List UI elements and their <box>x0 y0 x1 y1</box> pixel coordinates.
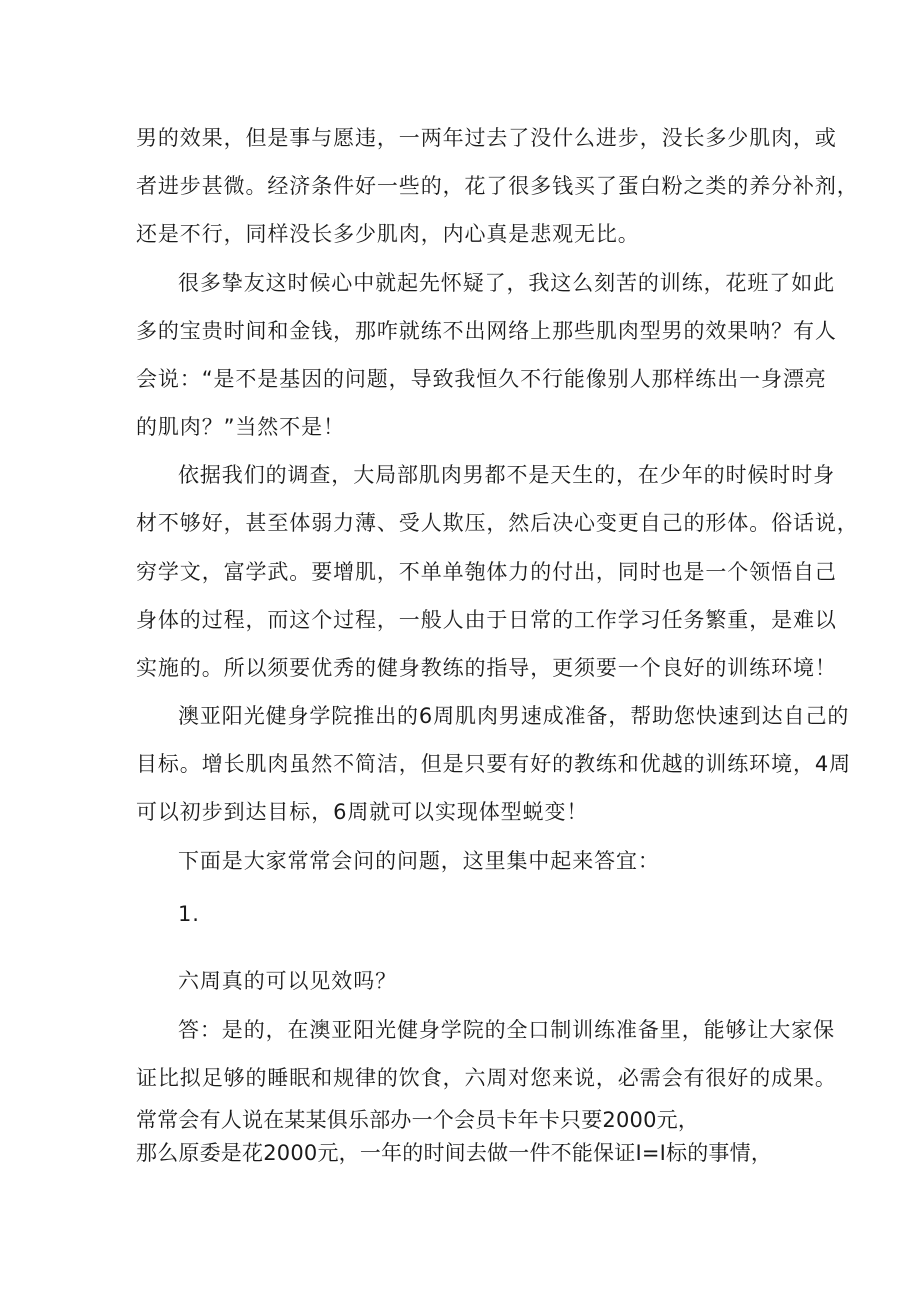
paragraph-line: 可以初步到达目标，6周就可以实现体型蜕变！ <box>136 800 589 824</box>
paragraph-line: 答：是的，在澳亚阳光健身学院的全口制训练准备里，能够让大家保 <box>178 1018 835 1042</box>
paragraph-line: 澳亚阳光健身学院推出的6周肌肉男速成准备，帮助您快速到达自己的 <box>178 704 850 728</box>
question-heading: 六周真的可以见效吗？ <box>178 969 397 993</box>
paragraph-line: 依据我们的调查，大局部肌肉男都不是天生的，在少年的时候时时身 <box>178 463 835 487</box>
paragraph-line: 穷学文，富学武。要增肌，不单单匏体力的付出，同时也是一个领悟自己 <box>136 560 837 584</box>
paragraph-line: 还是不行，同样没长多少肌肉，内心真是悲观无比。 <box>136 222 640 246</box>
list-number: 1. <box>178 902 200 926</box>
paragraph-line: 会说：“是不是基因的问题，导致我恒久不行能像别人那样练出一身漂亮 <box>136 367 827 391</box>
paragraph-line: 目标。增长肌肉虽然不简洁，但是只要有好的教练和优越的训练环境，4周 <box>136 752 852 776</box>
paragraph-line: 那么原委是花2000元，一年的时间去做一件不能保证I=I标的事情， <box>136 1141 773 1165</box>
paragraph-line: 身体的过程，而这个过程，一般人由于日常的工作学习任务繁重，是难以 <box>136 608 837 632</box>
paragraph-line: 多的宝贵时间和金钱，那咋就练不出网络上那些肌肉型男的效果呐？有人 <box>136 319 837 343</box>
paragraph-line: 证比拟足够的睡眠和规律的饮食，六周对您来说，必需会有很好的成果。 <box>136 1066 837 1090</box>
paragraph-line: 男的效果，但是事与愿违，一两年过去了没什么进步，没长多少肌肉，或 <box>136 126 837 150</box>
paragraph-line: 实施的。所以须要优秀的健身教练的指导，更须要一个良好的训练环境！ <box>136 656 837 680</box>
paragraph-line: 的肌肉？”当然不是！ <box>136 415 345 439</box>
paragraph-line: 材不够好，甚至体弱力薄、受人欺压，然后决心变更自己的形体。俗话说， <box>136 511 859 535</box>
paragraph-line: 者进步甚微。经济条件好一些的，花了很多钱买了蛋白粉之类的养分补剂， <box>136 174 859 198</box>
paragraph-line: 常常会有人说在某某俱乐部办一个会员卡年卡只要2000元， <box>136 1108 700 1132</box>
paragraph-line: 下面是大家常常会问的问题，这里集中起来答宜： <box>178 849 660 873</box>
paragraph-line: 很多挚友这时候心中就起先怀疑了，我这么刻苦的训练，花班了如此 <box>178 271 835 295</box>
